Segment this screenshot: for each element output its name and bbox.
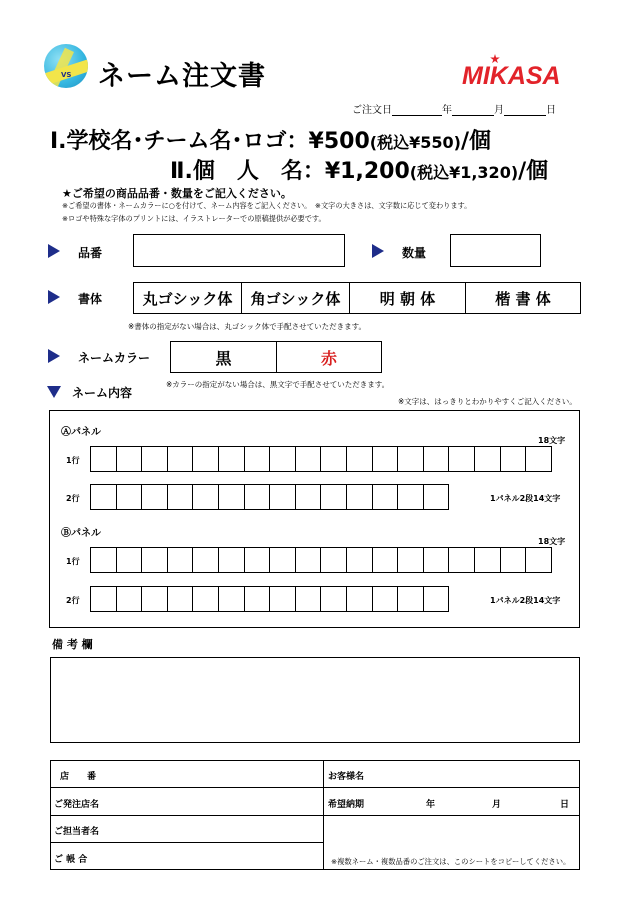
person-in-charge-label: ご担当者名 — [54, 827, 100, 837]
character-cell[interactable] — [244, 547, 271, 573]
character-cell[interactable] — [295, 586, 322, 612]
character-cell[interactable] — [295, 446, 322, 472]
delivery-day-label: 日 — [560, 800, 570, 810]
character-cell[interactable] — [244, 484, 271, 510]
price-line-1-prefix: Ⅰ.学校名･チーム名･ロゴ： — [50, 129, 309, 154]
character-cell[interactable] — [141, 446, 168, 472]
color-label: ネームカラー — [78, 351, 151, 365]
character-cell[interactable] — [269, 484, 296, 510]
page-title: ネーム注文書 — [98, 61, 266, 92]
character-cell[interactable] — [525, 547, 552, 573]
copy-note: ※複数ネーム・複数品番のご注文は、このシートをコピーしてください。 — [331, 857, 571, 866]
panel-b-label: Ⓑパネル — [61, 528, 101, 539]
delivery-date-label: 希望納期 — [328, 800, 365, 810]
character-cell[interactable] — [448, 547, 475, 573]
store-number-label: 店 番 — [60, 772, 97, 782]
panel-b-row-2-cells[interactable] — [90, 586, 449, 612]
character-cell[interactable] — [372, 547, 399, 573]
character-cell[interactable] — [141, 484, 168, 510]
font-option-maru-gothic[interactable]: 丸ゴシック体 — [134, 283, 242, 313]
panel-a-row-1-label: 1行 — [66, 456, 80, 465]
character-cell[interactable] — [320, 547, 347, 573]
table-divider — [50, 815, 580, 816]
remarks-label: 備 考 欄 — [52, 638, 93, 651]
character-cell[interactable] — [500, 446, 527, 472]
content-label: ネーム内容 — [72, 386, 133, 400]
character-cell[interactable] — [346, 586, 373, 612]
price-line-1 — [50, 124, 491, 155]
character-cell[interactable] — [269, 586, 296, 612]
character-cell[interactable] — [90, 547, 117, 573]
quantity-label: 数量 — [402, 246, 427, 260]
character-cell[interactable] — [244, 586, 271, 612]
order-date-label: ご注文日 — [352, 105, 392, 116]
price-line-1-unit: /個 — [460, 129, 491, 154]
character-cell[interactable] — [474, 446, 501, 472]
character-cell[interactable] — [372, 586, 399, 612]
price-line-2-price: ¥1,200 — [324, 159, 410, 184]
content-note: ※文字は、はっきりとわかりやすくご記入ください。 — [398, 397, 577, 406]
character-cell[interactable] — [346, 484, 373, 510]
character-cell[interactable] — [397, 484, 424, 510]
color-option-black[interactable]: 黒 — [171, 342, 277, 372]
character-cell[interactable] — [192, 446, 219, 472]
font-option-kaku-gothic[interactable]: 角ゴシック体 — [242, 283, 350, 313]
panel-b-count-18: 18文字 — [538, 537, 566, 546]
panel-a-count-18: 18文字 — [538, 436, 566, 445]
remarks-input[interactable] — [50, 657, 580, 743]
color-note: ※カラーの指定がない場合は、黒文字で手配させていただきます。 — [166, 380, 390, 389]
panel-b-row-1-label: 1行 — [66, 557, 80, 566]
account-label: ご 帳 合 — [54, 855, 88, 865]
character-cell[interactable] — [423, 586, 450, 612]
character-cell[interactable] — [167, 484, 194, 510]
character-cell[interactable] — [116, 446, 143, 472]
color-options — [170, 341, 382, 373]
order-date — [352, 101, 556, 116]
delivery-month-label: 月 — [492, 800, 502, 810]
brand-name: MIKASA — [462, 62, 561, 90]
character-cell[interactable] — [269, 446, 296, 472]
ball-logo-text: VS — [61, 71, 72, 79]
order-date-day-label: 日 — [546, 105, 556, 116]
character-cell[interactable] — [218, 446, 245, 472]
font-option-mincho[interactable]: 明 朝 体 — [350, 283, 466, 313]
order-date-year-field[interactable] — [392, 105, 442, 116]
character-cell[interactable] — [141, 586, 168, 612]
font-note: ※書体の指定がない場合は、丸ゴシック体で手配させていただきます。 — [128, 322, 367, 331]
panel-b-count-14: 1パネル2段14文字 — [490, 596, 561, 605]
font-options — [133, 282, 581, 314]
character-cell[interactable] — [423, 484, 450, 510]
character-cell[interactable] — [346, 547, 373, 573]
price-line-2-tax: (税込¥1,320) — [409, 163, 519, 182]
character-cell[interactable] — [167, 547, 194, 573]
arrow-right-icon — [48, 349, 60, 363]
font-label: 書体 — [78, 292, 103, 306]
note-main: ★ご希望の商品品番・数量をご記入ください。 — [62, 187, 292, 200]
note-sub-1: ※ご希望の書体・ネームカラーに○を付けて、ネーム内容をご記入ください。 ※文字の大きさは、文字数に応じて変わります。 — [62, 201, 472, 210]
character-cell[interactable] — [525, 446, 552, 472]
character-cell[interactable] — [295, 547, 322, 573]
character-cell[interactable] — [167, 446, 194, 472]
panel-a-row-1-cells[interactable] — [90, 446, 552, 472]
character-cell[interactable] — [295, 484, 322, 510]
price-line-2-prefix: Ⅱ.個 人 名： — [170, 159, 325, 184]
price-line-2-unit: /個 — [518, 159, 549, 184]
character-cell[interactable] — [372, 484, 399, 510]
arrow-right-icon — [48, 244, 60, 258]
panel-b-row-2-label: 2行 — [66, 596, 80, 605]
order-date-month-label: 月 — [494, 105, 504, 116]
note-sub-2: ※ロゴや特殊な字体のプリントには、イラストレーターでの原稿提供が必要です。 — [62, 214, 326, 223]
character-cell[interactable] — [423, 547, 450, 573]
table-divider — [50, 842, 324, 843]
character-cell[interactable] — [397, 547, 424, 573]
panel-a-row-2-label: 2行 — [66, 494, 80, 503]
quantity-input[interactable] — [450, 234, 541, 267]
character-cell[interactable] — [218, 586, 245, 612]
content-area — [49, 410, 580, 628]
product-number-input[interactable] — [133, 234, 345, 267]
character-cell[interactable] — [346, 446, 373, 472]
character-cell[interactable] — [320, 586, 347, 612]
order-info-table — [50, 760, 580, 870]
character-cell[interactable] — [474, 547, 501, 573]
character-cell[interactable] — [269, 547, 296, 573]
character-cell[interactable] — [141, 547, 168, 573]
character-cell[interactable] — [90, 586, 117, 612]
character-cell[interactable] — [372, 446, 399, 472]
color-option-red[interactable]: 赤 — [320, 348, 337, 368]
panel-a-label: Ⓐパネル — [61, 427, 101, 438]
character-cell[interactable] — [244, 446, 271, 472]
character-cell[interactable] — [423, 446, 450, 472]
product-label: 品番 — [78, 246, 103, 260]
price-line-1-tax: (税込¥550) — [369, 133, 461, 152]
character-cell[interactable] — [192, 547, 219, 573]
character-cell[interactable] — [448, 446, 475, 472]
mikasa-logo — [462, 54, 586, 90]
delivery-year-label: 年 — [426, 800, 436, 810]
character-cell[interactable] — [320, 446, 347, 472]
panel-a-row-2-cells[interactable] — [90, 484, 449, 510]
panel-b-row-1-cells[interactable] — [90, 547, 552, 573]
character-cell[interactable] — [397, 446, 424, 472]
character-cell[interactable] — [90, 446, 117, 472]
price-line-1-price: ¥500 — [308, 129, 370, 154]
order-date-month-field[interactable] — [452, 105, 494, 116]
font-option-kaisho[interactable]: 楷 書 体 — [495, 289, 551, 308]
character-cell[interactable] — [192, 484, 219, 510]
order-date-day-field[interactable] — [504, 105, 546, 116]
character-cell[interactable] — [218, 547, 245, 573]
character-cell[interactable] — [397, 586, 424, 612]
character-cell[interactable] — [167, 586, 194, 612]
arrow-right-icon — [48, 290, 60, 304]
arrow-down-icon — [47, 386, 61, 398]
order-date-year-label: 年 — [442, 105, 452, 116]
customer-name-label: お客様名 — [328, 772, 365, 782]
character-cell[interactable] — [116, 484, 143, 510]
table-divider — [50, 787, 580, 788]
character-cell[interactable] — [500, 547, 527, 573]
character-cell[interactable] — [116, 547, 143, 573]
character-cell[interactable] — [320, 484, 347, 510]
character-cell[interactable] — [90, 484, 117, 510]
ball-logo — [44, 44, 88, 88]
character-cell[interactable] — [116, 586, 143, 612]
panel-a-count-14: 1パネル2段14文字 — [490, 494, 561, 503]
ordering-store-label: ご発注店名 — [54, 800, 100, 810]
price-line-2 — [170, 154, 548, 185]
character-cell[interactable] — [218, 484, 245, 510]
character-cell[interactable] — [192, 586, 219, 612]
arrow-right-icon — [372, 244, 384, 258]
